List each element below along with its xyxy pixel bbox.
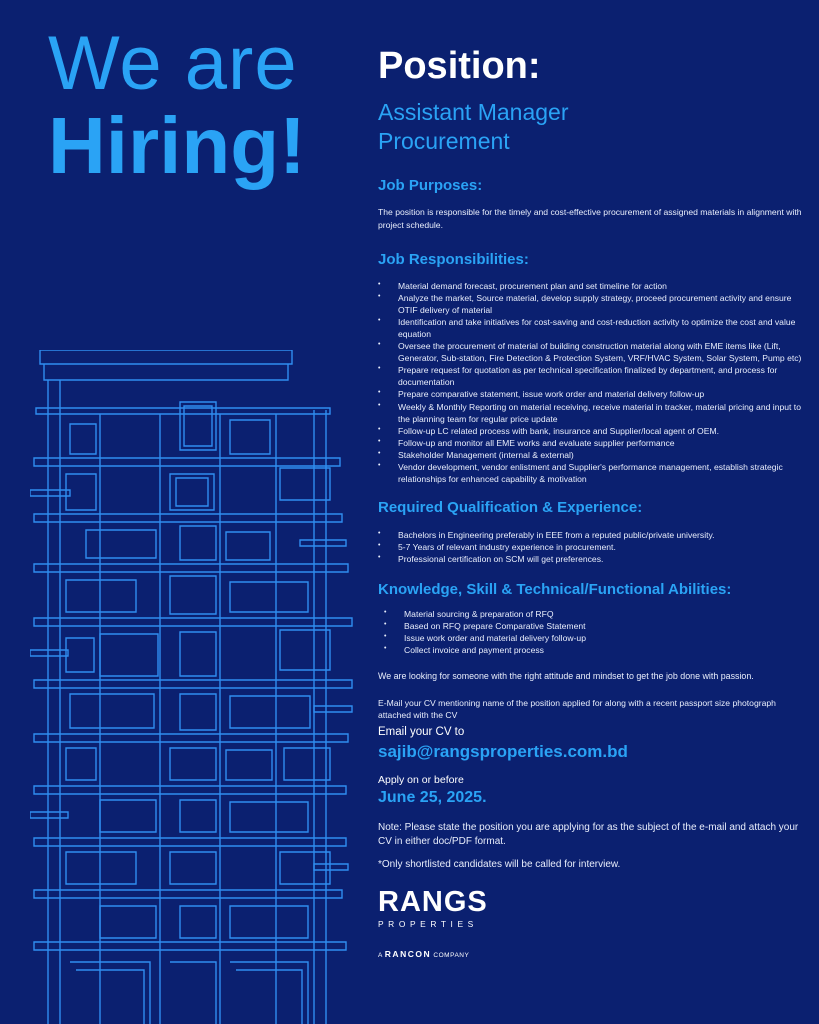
list-item: • Stakeholder Management (internal & external): [378, 449, 808, 461]
list-item: • Bachelors in Engineering preferably in EEE from a reputed public/private university.: [378, 529, 808, 541]
headline: [48, 21, 306, 190]
building-illustration: [30, 350, 360, 1024]
logo-sub-text: PROPERTIES: [378, 919, 478, 930]
job-purposes-section: [378, 177, 808, 231]
list-item: • Collect invoice and payment process: [384, 644, 808, 656]
job-details: [378, 46, 808, 959]
logo-main-text: RANGS: [378, 886, 488, 919]
position-label: Position:: [378, 45, 541, 87]
shortlist-note: *Only shortlisted candidates will be called for interview.: [378, 858, 621, 870]
knowledge-section: [378, 581, 808, 656]
looking-for-text: We are looking for someone with the right attitude and mindset to get the job done with passion.: [378, 670, 754, 681]
company-logo: [378, 888, 808, 959]
list-item: • Material sourcing & preparation of RFQ: [384, 608, 808, 620]
headline-line2: Hiring!: [48, 101, 306, 190]
position-title-line1: Assistant Manager: [378, 98, 569, 125]
responsibilities-section: [378, 251, 808, 485]
qualification-heading: Required Qualification & Experience:: [378, 498, 643, 516]
apply-label: Apply on or before: [378, 773, 464, 786]
qualification-section: [378, 499, 808, 565]
job-purposes-heading: Job Purposes:: [378, 177, 483, 195]
email-link[interactable]: sajib@rangsproperties.com.bd: [378, 741, 628, 761]
responsibilities-heading: Job Responsibilities:: [378, 251, 529, 269]
list-item: • Weekly & Monthly Reporting on material receiving, receive material in tracker, material pricing and input to the planning team for regular price update: [378, 401, 808, 425]
knowledge-heading: Knowledge, Skill & Technical/Functional Abilities:: [378, 580, 732, 598]
list-item: • Based on RFQ prepare Comparative Statement: [384, 620, 808, 632]
list-item: • Professional certification on SCM will get preferences.: [378, 553, 808, 565]
logo-tag-brand: RANCON: [384, 949, 432, 960]
email-instructions: E-Mail your CV mentioning name of the position applied for along with a recent passport size photograph attached with the CV: [378, 697, 776, 721]
submission-note: Note: Please state the position you are applying for as the subject of the e-mail and attach your CV in either doc/PDF format.: [378, 821, 799, 848]
responsibilities-list: [378, 280, 808, 485]
list-item: • Vendor development, vendor enlistment and Supplier's performance management, establish strategic relationships for enhanced capability & motivation: [378, 461, 808, 485]
list-item: • Oversee the procurement of material of building construction material along with EME items like (Lift, Generator, Sub-station, Fire Detection & Protection System, VRF/HVAC System, Solar System, Pump etc): [378, 340, 808, 364]
list-item: • Prepare request for quotation as per technical specification finalized by department, and process for documentation: [378, 364, 808, 388]
job-purposes-text: The position is responsible for the timely and cost-effective procurement of assigned materials in alignment with project schedule.: [378, 207, 802, 230]
logo-tagline: [378, 949, 808, 959]
list-item: • Material demand forecast, procurement plan and set timeline for action: [378, 280, 808, 292]
list-item: • Analyze the market, Source material, develop supply strategy, proceed procurement activity and ensure OTIF delivery of material: [378, 292, 808, 316]
list-item: • Identification and take initiatives for cost-saving and cost-reduction activity to optimize the cost and value equation: [378, 316, 808, 340]
list-item: • 5-7 Years of relevant industry experience in procurement.: [378, 541, 808, 553]
headline-line1: We are: [48, 21, 298, 106]
knowledge-list: [378, 608, 808, 656]
deadline-date: June 25, 2025.: [378, 788, 487, 806]
logo-tag-prefix: A: [378, 952, 383, 960]
list-item: • Follow-up and monitor all EME works and evaluate supplier performance: [378, 437, 808, 449]
qualification-list: [378, 529, 808, 565]
position-title-line2: Procurement: [378, 127, 510, 154]
position-title: [378, 98, 808, 156]
list-item: • Prepare comparative statement, issue work order and material delivery follow-up: [378, 388, 808, 400]
list-item: • Issue work order and material delivery follow-up: [384, 632, 808, 644]
list-item: • Follow-up LC related process with bank, insurance and Supplier/local agent of OEM.: [378, 425, 808, 437]
email-label: Email your CV to: [378, 725, 465, 738]
logo-tag-suffix: COMPANY: [433, 952, 470, 960]
